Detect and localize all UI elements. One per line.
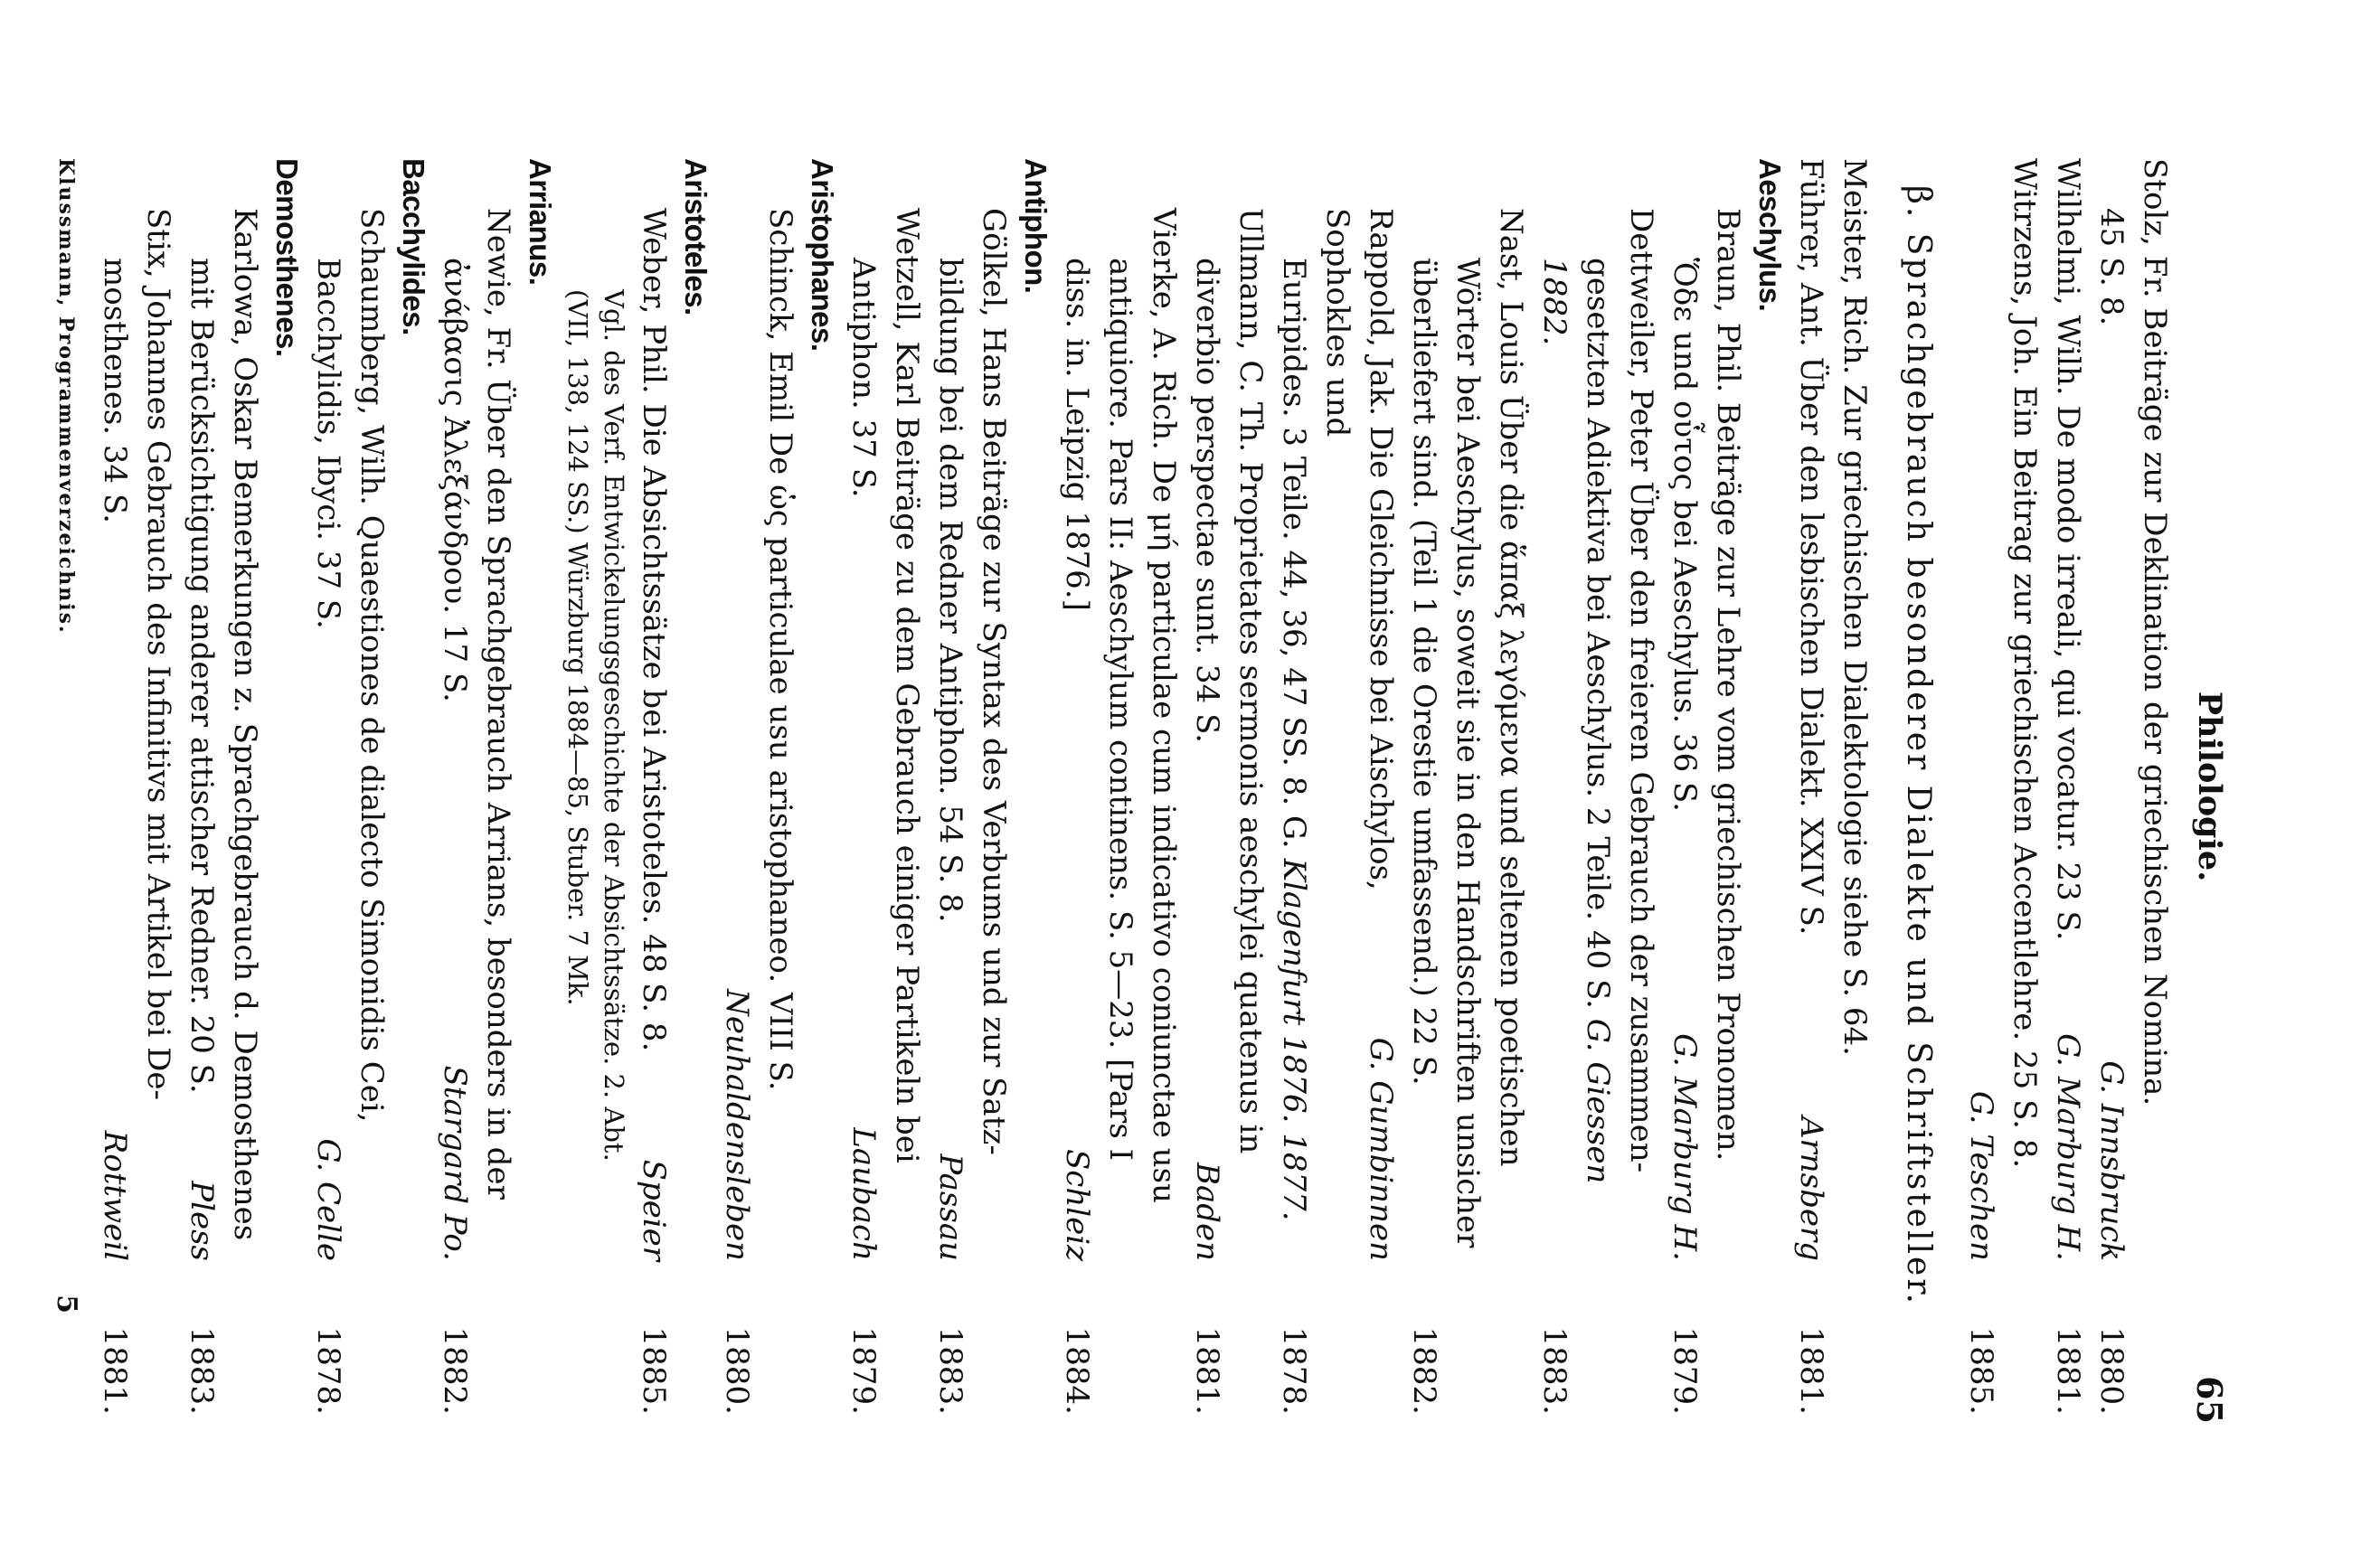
- entry-place: Klagenfurt 1876. 1877.: [1276, 858, 1312, 1221]
- bibliography-entry: [715, 158, 802, 1415]
- entry-year: 1885.: [1963, 1326, 1999, 1415]
- entry-text-cont: mosthenes. 34 S. Rottweil: [93, 208, 137, 1261]
- entry-place: Speier: [636, 1159, 672, 1261]
- page-number: 65: [2189, 1376, 2230, 1424]
- running-title: Philologie.: [2191, 691, 2228, 882]
- entry-year: 1881.: [1793, 1326, 1829, 1415]
- entry-text-cont: antiquiore. Pars II: Aeschylum continens. S. 5—23. [Pars I: [1102, 258, 1138, 1161]
- entry-text-cont: gesetzten Adiektiva bei Aeschylus. 2 Teile. 40 S. G. Giessen 1882.: [1536, 258, 1616, 1184]
- entry-year: 1882.: [1406, 1326, 1442, 1415]
- entry-place: G. Celle: [310, 1138, 346, 1261]
- bibliography-entry: [433, 158, 520, 1415]
- bibliography-entry: [1533, 158, 1663, 1415]
- bibliography-entry: [307, 158, 393, 1415]
- entry-text: Schinck, Emil De ὡς particulae usu aristophaneo. VIII S.: [762, 208, 798, 1091]
- entry-year: 1883.: [932, 1326, 968, 1415]
- bibliography-entry: [1272, 158, 1402, 1415]
- entry-text: Nast, Louis Über die ἅπαξ λεγόμενα und seltenen poetischen: [1493, 208, 1529, 1167]
- bibliography-entry: [929, 158, 1015, 1415]
- entry-text-cont: Wörter bei Aeschylus, soweit sie in den Handschriften unsicher: [1450, 258, 1486, 1248]
- entry-year: 1883.: [184, 1326, 220, 1415]
- imprint-line: Klussmann, Programmenverzeichnis.: [54, 158, 78, 635]
- entry-place: Arnsberg: [1793, 1116, 1829, 1261]
- entry-text-cont: ἀνάβασις Ἀλεξάνδρου. 17 S. Stargard Po.: [433, 208, 477, 1261]
- entry-text-cont: 45 S. 8. G. Innsbruck: [2090, 158, 2133, 1261]
- entry-text: Ullmann, C. Th. Proprietates sermonis aeschylei quatenus in: [1232, 208, 1269, 1154]
- signature-mark: 5: [51, 1295, 82, 1315]
- entry-place: G. Marburg H.: [1667, 1033, 1703, 1261]
- bibliography-entry: [1363, 158, 1533, 1415]
- entry-place: Rottweil: [97, 1130, 133, 1261]
- entry-place-line: [715, 208, 759, 1261]
- entry-note: (VII, 138, 124 SS.) Würzburg 1884—85, Stuber. 7 Mk.: [562, 289, 593, 1006]
- entry-text-cont: Bacchylidis, Ibyci. 37 S. G. Celle: [307, 208, 350, 1261]
- entry-year: 1885.: [636, 1326, 672, 1415]
- entry-text-cont: Euripides. 3 Teile. 44, 36, 47 SS. 8. G. Klagenfurt 1876. 1877.: [1276, 258, 1312, 1221]
- entry-text-cont: Ὅδε und οὗτος bei Aeschylus. 36 S. G. Marburg H.: [1663, 208, 1706, 1261]
- entry-place: Stargard Po.: [437, 1065, 473, 1261]
- entry-text-cont: bildung bei dem Redner Antiphon. 54 S. 8. Passau: [929, 208, 972, 1261]
- bibliography-entry: [180, 158, 267, 1415]
- entry-text-cont: Antiphon. 37 S. Laubach: [842, 208, 885, 1261]
- section-title: β. Sprachgebrauch besonderer Dialekte und Schriftsteller.: [1900, 185, 1937, 1307]
- entry-place-line: [1960, 158, 2003, 1261]
- entry-text: Schaumberg, Wilh. Quaestiones de dialecto Simonidis Cei,: [354, 208, 390, 1123]
- entry-year: 1880.: [719, 1326, 755, 1415]
- entry-text: Führer, Ant. Über den lesbischen Dialekt. XXIV S. Arnsberg: [1790, 158, 1833, 1261]
- entry-text: Wilhelmi, Wilh. De modo irreali, qui vocatur. 23 S. G. Marburg H.: [2046, 158, 2090, 1261]
- entry-text: Vierke, A. Rich. De μή particulae cum indicativo coniunctae usu: [1146, 208, 1182, 1203]
- entry-text: Witrzens, Joh. Ein Beitrag zur griechischen Accentlehre. 25 S. 8.: [2007, 158, 2043, 1169]
- entry-text: Karlowa, Oskar Bemerkungen z. Sprachgebrauch d. Demosthenes: [227, 208, 263, 1241]
- entry-text: Meister, Rich. Zur griechischen Dialektologie siehe S. 64.: [1837, 158, 1873, 1056]
- entry-place: G. Giessen 1882.: [1536, 258, 1616, 1184]
- author-heading: Demosthenes.: [270, 158, 304, 357]
- entry-year: 1879.: [1667, 1326, 1703, 1415]
- bibliography-entry: [1055, 158, 1185, 1415]
- entry-place: G. Gumbinnen: [1363, 1037, 1399, 1261]
- entry-place: Schleiz: [1059, 1148, 1095, 1261]
- bibliography-entry: [1185, 158, 1272, 1415]
- entry-text: Weber, Phil. Die Absichtssätze bei Aristoteles. 48 S. 8. Speier: [632, 208, 675, 1261]
- author-heading: Arrianus.: [524, 158, 557, 286]
- entry-text-cont: diss. in. Leipzig 1876.] Schleiz: [1055, 208, 1099, 1261]
- entry-year: 1881.: [2050, 1326, 2086, 1415]
- entry-place: G. Innsbruck: [2093, 1060, 2130, 1261]
- entry-text-cont: mit Berücksichtigung anderer attischer Redner. 20 S. Pless: [180, 208, 223, 1261]
- entry-text-cont: überliefert sind. (Teil 1 die Orestie umfassend.) 22 S. G. Gumbinnen: [1402, 208, 1446, 1261]
- entry-text: Gölkel, Hans Beiträge zur Syntax des Verbums und zur Satz-: [976, 208, 1012, 1155]
- bibliography-entry: [1960, 158, 2046, 1415]
- entry-place: Neuhaldensleben: [719, 989, 755, 1261]
- entry-year: 1879.: [845, 1326, 882, 1415]
- entry-text: Newie, Fr. Über den Sprachgebrauch Arrians, besonders in der: [480, 208, 516, 1200]
- entry-place: Passau: [932, 1153, 968, 1261]
- entry-year: 1881.: [1189, 1326, 1225, 1415]
- page-header: [2177, 158, 2231, 1424]
- entry-text-cont: diverbio perspectae sunt. 34 S. Baden: [1185, 208, 1229, 1261]
- entry-text: Dettweiler, Peter Über den freieren Gebrauch der zusammen-: [1623, 208, 1659, 1173]
- entry-year: 1883.: [1536, 1326, 1572, 1415]
- entry-place: G. Marburg H.: [2050, 1033, 2086, 1261]
- entry-year: 1880.: [2093, 1326, 2130, 1415]
- entry-text: Stix, Johannes Gebrauch des Infinitivs mit Artikel bei De-: [140, 208, 176, 1100]
- entry-year: 1884.: [1059, 1326, 1095, 1415]
- bibliography-entry: [2090, 158, 2177, 1415]
- entry-place: Pless: [184, 1181, 220, 1261]
- entry-text: Rappold, Jak. Die Gleichnisse bei Aischylos, Sophokles und: [1319, 208, 1399, 890]
- author-heading: Aristoteles.: [679, 158, 713, 315]
- author-heading: Bacchylides.: [397, 158, 430, 335]
- bibliography-entry: [2046, 158, 2090, 1415]
- bibliography-entry: [1663, 158, 1750, 1415]
- entry-note: Vgl. des Verf. Entwickelungsgeschichte der Absichtssätze. 2. Abt.: [599, 289, 629, 1162]
- page-footer: [44, 158, 88, 1415]
- entry-year: 1882.: [437, 1326, 473, 1415]
- entry-year: 1878.: [1276, 1326, 1312, 1415]
- entry-year: 1878.: [310, 1326, 346, 1415]
- author-heading: Antiphon.: [1019, 158, 1053, 294]
- entry-text: Wetzell, Karl Beiträge zu dem Gebrauch einiger Partikeln bei: [889, 208, 925, 1163]
- entry-place: Laubach: [845, 1127, 882, 1261]
- author-heading: Aeschylus.: [1753, 158, 1787, 312]
- author-heading: Aristophanes.: [806, 158, 839, 352]
- bibliography-entry: [560, 158, 675, 1415]
- entry-year: 1881.: [97, 1326, 133, 1415]
- entry-text: Stolz, Fr. Beiträge zur Deklination der griechischen Nomina.: [2137, 158, 2173, 1106]
- entry-place: Baden: [1189, 1162, 1225, 1261]
- entry-text: Braun, Phil. Beiträge zur Lehre vom griechischen Pronomen.: [1710, 208, 1746, 1162]
- bibliography-entry: [842, 158, 929, 1415]
- bibliography-entry: [1833, 158, 1876, 1415]
- bibliography-entry: [93, 158, 180, 1415]
- bibliography-entry: [1790, 158, 1833, 1415]
- entry-place: G. Teschen: [1963, 1090, 1999, 1261]
- page-content: [44, 158, 2231, 1424]
